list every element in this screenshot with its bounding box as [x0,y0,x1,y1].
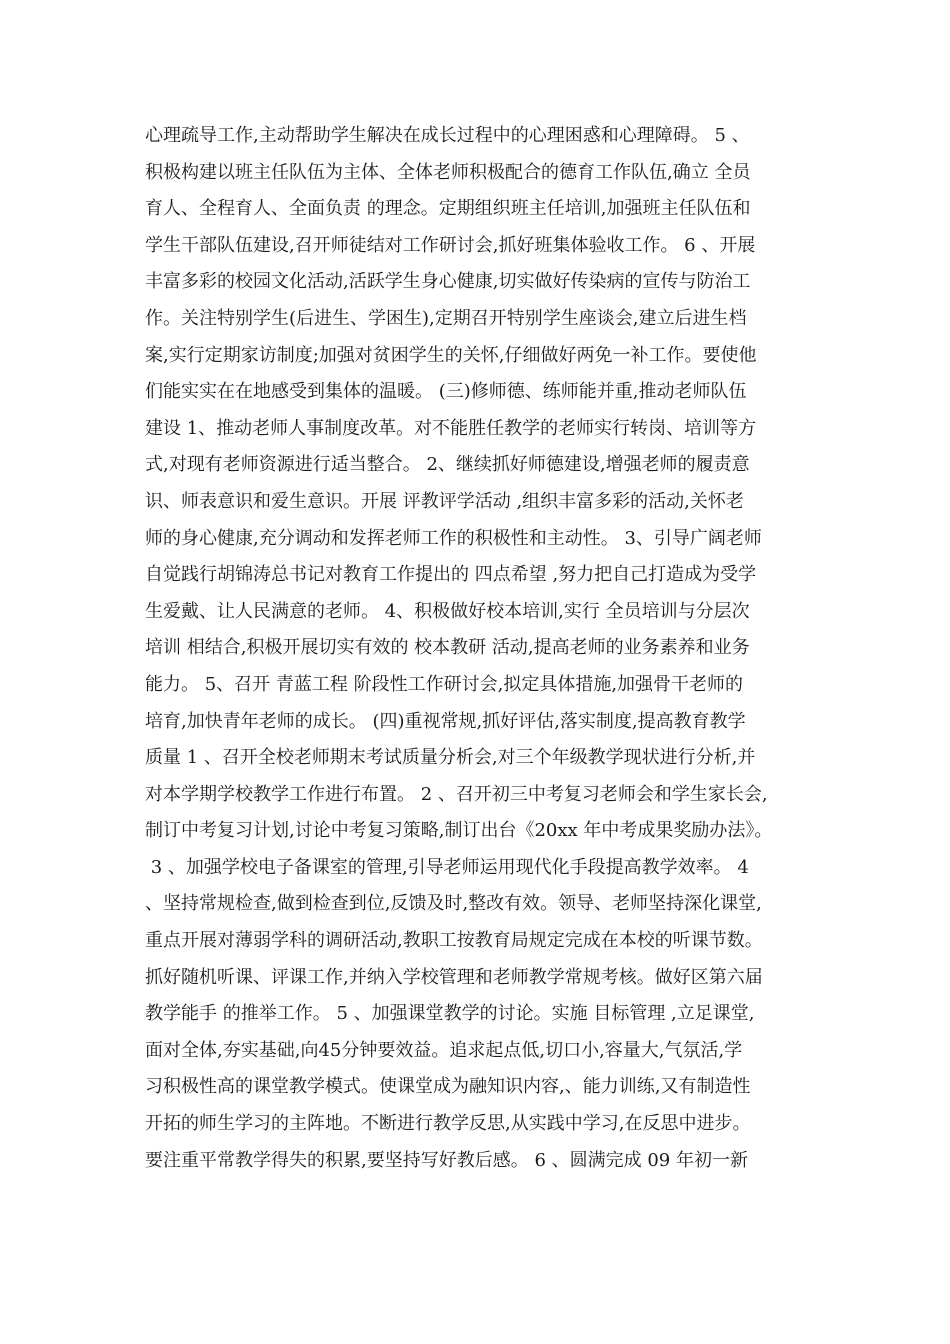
text-line: 开拓的师生学习的主阵地。不断进行教学反思,从实践中学习,在反思中进步。 [145,1113,751,1135]
text-line: 生爱戴、让人民满意的老师。 4、积极做好校本培训,实行 全员培训与分层次 [145,600,750,622]
text-line: 习积极性高的课堂教学模式。使课堂成为融知识内容,、能力训练,又有制造性 [145,1076,751,1098]
text-line: 对本学期学校教学工作进行布置。 2 、召开初三中考复习老师会和学生家长会, [145,783,768,805]
text-line: 建设 1、推动老师人事制度改革。对不能胜任教学的老师实行转岗、培训等方 [145,417,757,439]
text-line: 们能实实在在地感受到集体的温暖。 (三)修师德、练师能并重,推动老师队伍 [145,381,747,403]
text-line: 学生干部队伍建设,召开师徒结对工作研讨会,抓好班集体验收工作。 6 、开展 [145,234,756,256]
text-line: 式,对现有老师资源进行适当整合。 2、继续抓好师德建设,增强老师的履责意 [145,454,750,476]
text-line: 案,实行定期家访制度;加强对贫困学生的关怀,仔细做好两免一补工作。要使他 [145,344,757,366]
text-line: 抓好随机听课、评课工作,并纳入学校管理和老师教学常规考核。做好区第六届 [145,966,763,988]
text-line: 心理疏导工作,主动帮助学生解决在成长过程中的心理困惑和心理障碍。 5 、 [145,125,750,146]
text-line: 培育,加快青年老师的成长。 (四)重视常规,抓好评估,落实制度,提高教育教学 [145,710,746,732]
text-line: 作。关注特别学生(后进生、学困生),定期召开特别学生座谈会,建立后进生档 [145,307,747,329]
text-line: 面对全体,夯实基础,向45分钟要效益。追求起点低,切口小,容量大,气氛活,学 [145,1039,743,1061]
text-line: 要注重平常教学得失的积累,要坚持写好教后感。 6 、圆满完成 09 年初一新 [145,1149,748,1171]
text-line: 制订中考复习计划,讨论中考复习策略,制订出台《20xx 年中考成果奖励办法》。 [145,820,773,842]
text-line: 识、师表意识和爱生意识。开展 评教评学活动 ,组织丰富多彩的活动,关怀老 [145,490,744,512]
text-line: 重点开展对薄弱学科的调研活动,教职工按教育局规定完成在本校的听课节数。 [145,930,763,952]
text-line: 教学能手 的推举工作。 5 、加强课堂教学的讨论。实施 目标管理 ,立足课堂, [145,1003,755,1025]
text-line: 师的身心健康,充分调动和发挥老师工作的积极性和主动性。 3、引导广阔老师 [145,527,762,549]
text-line: 3 、加强学校电子备课室的管理,引导老师运用现代化手段提高教学效率。 4 [145,856,749,878]
text-line: 育人、全程育人、全面负责 的理念。定期组织班主任培训,加强班主任队伍和 [145,198,751,220]
text-line: 丰富多彩的校园文化活动,活跃学生身心健康,切实做好传染病的宣传与防治工 [145,271,751,293]
text-line: 质量 1 、召开全校老师期末考试质量分析会,对三个年级教学现状进行分析,并 [145,747,756,769]
body-text [145,118,815,1179]
text-line: 自觉践行胡锦涛总书记对教育工作提出的 四点希望 ,努力把自己打造成为受学 [145,564,757,586]
text-line: 能力。 5、召开 青蓝工程 阶段性工作研讨会,拟定具体措施,加强骨干老师的 [145,673,744,695]
text-line: 培训 相结合,积极开展切实有效的 校本教研 活动,提高老师的业务素养和业务 [145,637,750,659]
text-line: 积极构建以班主任队伍为主体、全体老师积极配合的德育工作队伍,确立 全员 [145,161,751,183]
text-line: 、坚持常规检查,做到检查到位,反馈及时,整改有效。领导、老师坚持深化课堂, [145,893,762,915]
